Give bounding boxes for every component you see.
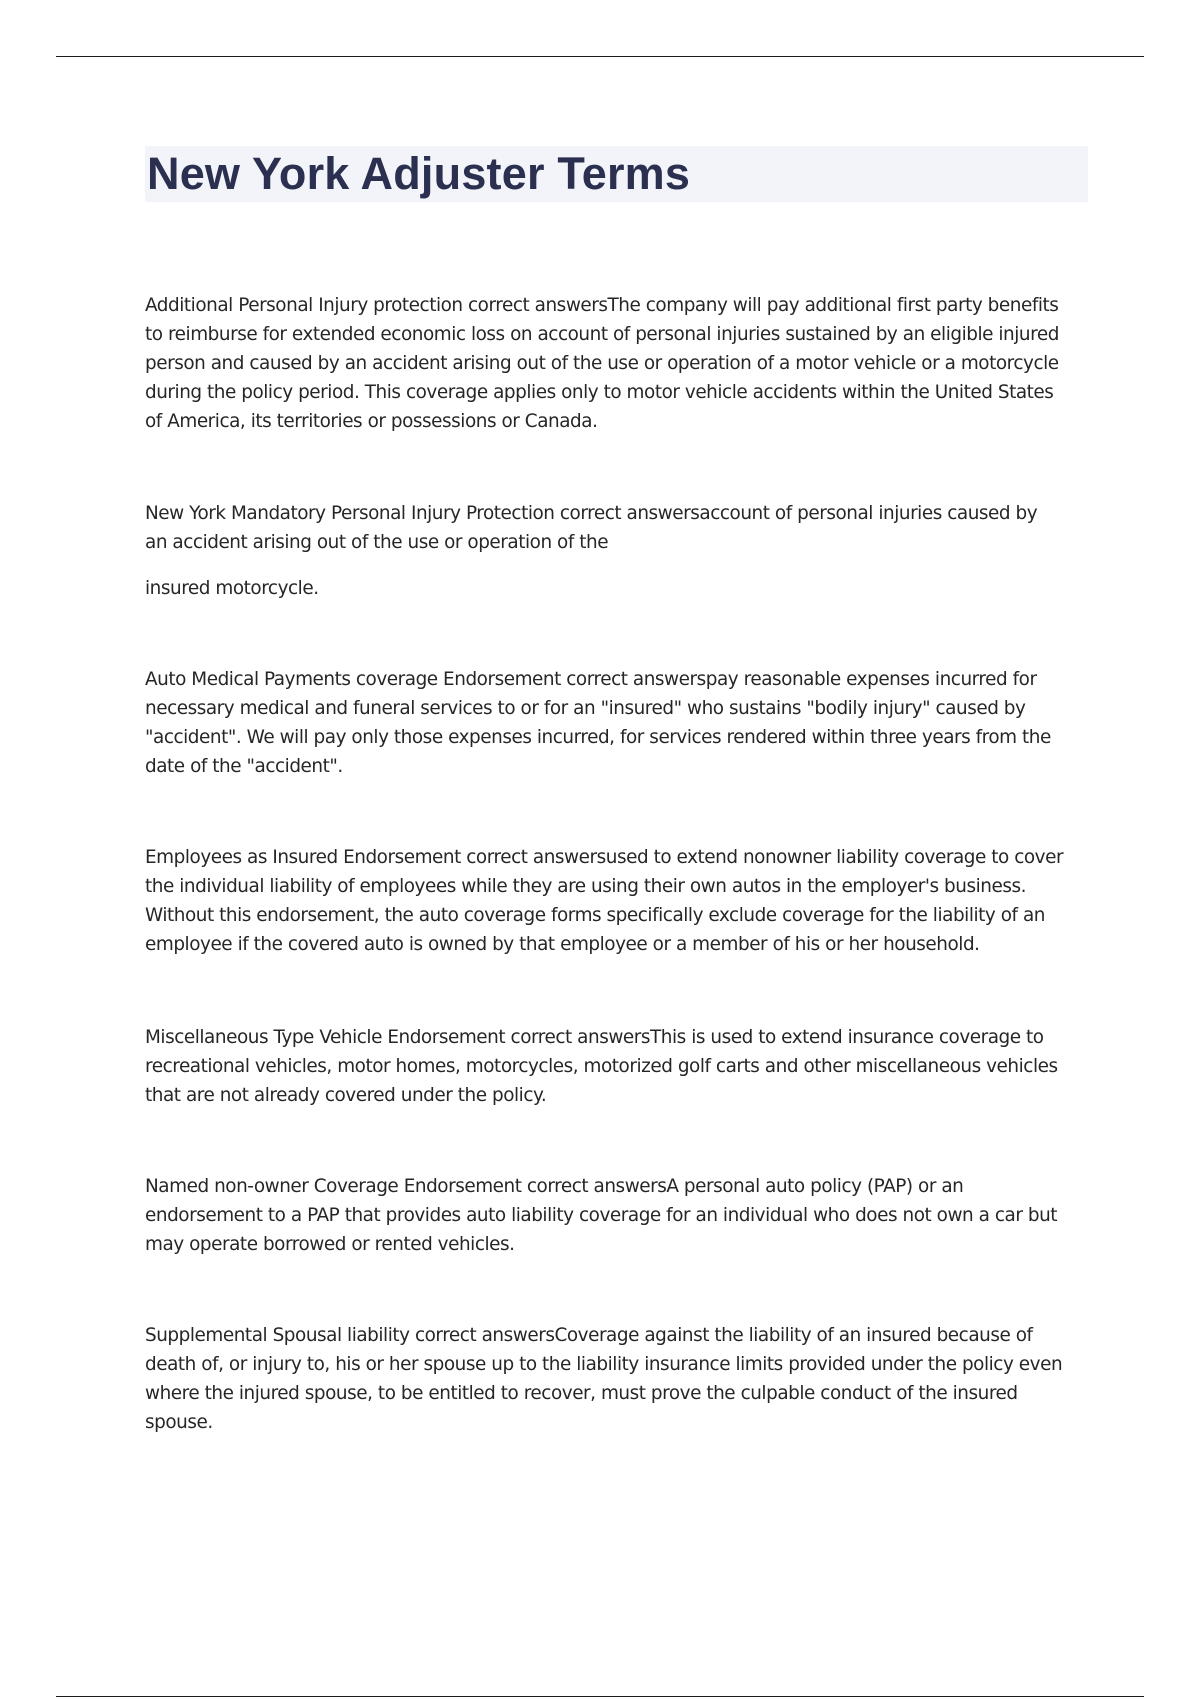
entry-line: where the injured spouse, to be entitled to recover, must prove the culpable conduct of the insured [145, 1383, 1018, 1404]
entry-line: spouse. [145, 1412, 213, 1433]
entry-line: employee if the covered auto is owned by that employee or a member of his or her household. [145, 934, 980, 955]
entry-line: Named non-owner Coverage Endorsement correct answersA personal auto policy (PAP) or an [145, 1176, 964, 1197]
bottom-rule [56, 1696, 1144, 1697]
page-title: New York Adjuster Terms [147, 148, 691, 199]
entry-line: person and caused by an accident arising out of the use or operation of a motor vehicle or a motorcycle [145, 353, 1059, 374]
entry-line: endorsement to a PAP that provides auto liability coverage for an individual who does not own a car but [145, 1205, 1058, 1226]
entry-line: may operate borrowed or rented vehicles. [145, 1234, 515, 1255]
entry-line: New York Mandatory Personal Injury Protection correct answersaccount of personal injuries caused by [145, 503, 1038, 524]
entry-line: death of, or injury to, his or her spouse up to the liability insurance limits provided under the policy even [145, 1354, 1063, 1375]
entry-line: the individual liability of employees while they are using their own autos in the employer's business. [145, 876, 1026, 897]
term-entry-supplemental-spousal [145, 1321, 1090, 1437]
term-entry-employees-as-insured [145, 843, 1090, 959]
entry-line: date of the "accident". [145, 756, 343, 777]
entry-line: during the policy period. This coverage applies only to motor vehicle accidents within the United States [145, 382, 1054, 403]
entry-line: Miscellaneous Type Vehicle Endorsement correct answersThis is used to extend insurance coverage to [145, 1027, 1044, 1048]
title-banner [145, 146, 1088, 202]
entry-line: of America, its territories or possessions or Canada. [145, 411, 598, 432]
entry-line: necessary medical and funeral services to or for an "insured" who sustains "bodily injury" caused by [145, 698, 1026, 719]
entry-line: recreational vehicles, motor homes, motorcycles, motorized golf carts and other miscellaneous vehicles [145, 1056, 1058, 1077]
term-entry-auto-medical-payments [145, 665, 1090, 781]
entry-line: that are not already covered under the policy. [145, 1085, 547, 1106]
entry-line: to reimburse for extended economic loss on account of personal injuries sustained by an eligible injured [145, 324, 1059, 345]
term-entry-continuation [145, 574, 1090, 603]
entry-line: an accident arising out of the use or operation of the [145, 532, 609, 553]
entry-line: Employees as Insured Endorsement correct answersused to extend nonowner liability coverage to cover [145, 847, 1064, 868]
term-entry-misc-type-vehicle [145, 1023, 1090, 1110]
entry-line: Supplemental Spousal liability correct answersCoverage against the liability of an insured because of [145, 1325, 1033, 1346]
term-entry-additional-pip [145, 291, 1090, 436]
entry-line: "accident". We will pay only those expenses incurred, for services rendered within three years from the [145, 727, 1051, 748]
entry-line: insured motorcycle. [145, 578, 319, 599]
term-entry-named-non-owner [145, 1172, 1090, 1259]
term-entry-ny-mandatory-pip [145, 499, 1090, 557]
entry-line: Additional Personal Injury protection correct answersThe company will pay additional first party benefits [145, 295, 1059, 316]
entry-line: Without this endorsement, the auto coverage forms specifically exclude coverage for the liability of an [145, 905, 1045, 926]
top-rule [56, 56, 1144, 57]
entry-line: Auto Medical Payments coverage Endorsement correct answerspay reasonable expenses incurred for [145, 669, 1037, 690]
